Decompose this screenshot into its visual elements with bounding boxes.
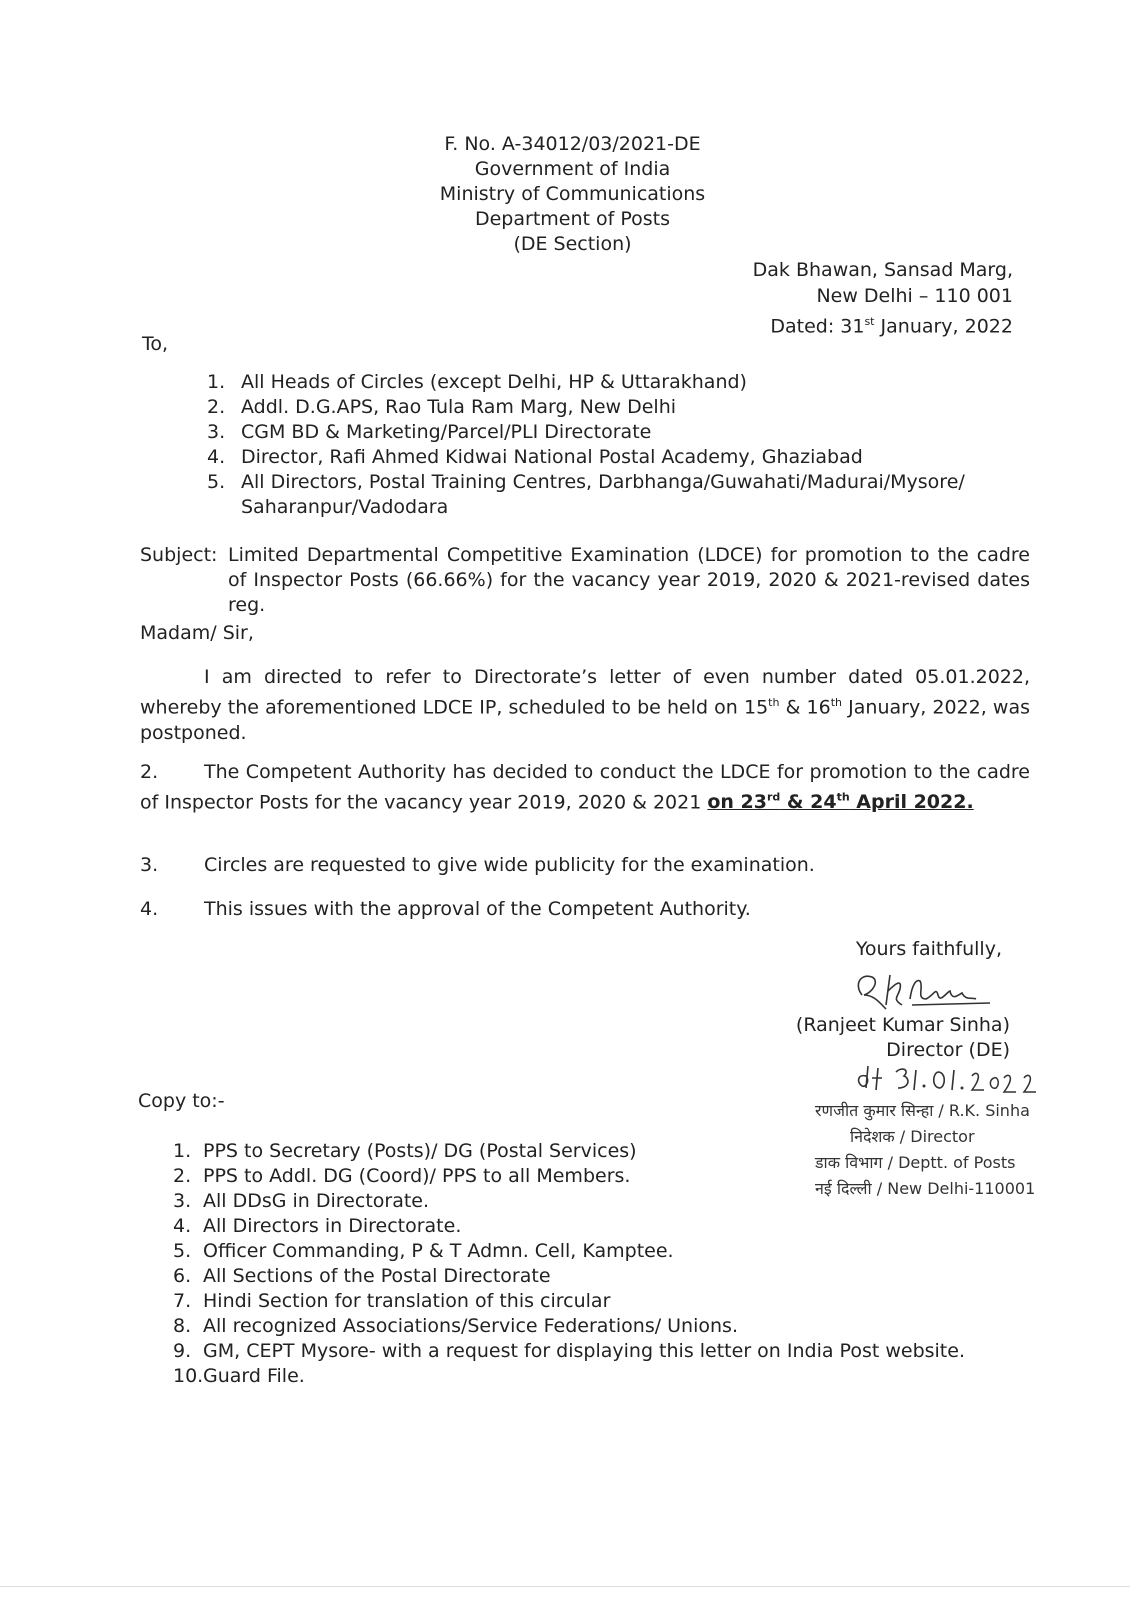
item-text: All Sections of the Postal Directorate <box>203 1265 551 1287</box>
para-number: 2. <box>140 761 159 783</box>
paragraph-3 <box>140 852 1030 878</box>
sender-address <box>753 257 1013 339</box>
item-number: 4. <box>207 446 226 468</box>
subject-label: Subject: <box>140 544 218 566</box>
date-suffix: January, 2022 <box>874 315 1013 338</box>
date-sup-1: rd <box>767 791 781 804</box>
para1-text-c: January, 2022, was postponed. <box>140 696 1030 745</box>
item-text: CGM BD & Marketing/Parcel/PLI Directorate <box>241 421 652 443</box>
item-text: All Directors, Postal Training Centres, Darbhanga/Guwahati/Madurai/Mysore/ Saharanpur/Vadodara <box>241 471 965 518</box>
item-text: All DDsG in Directorate. <box>203 1190 430 1212</box>
paragraph-4 <box>140 896 1030 922</box>
item-text: All recognized Associations/Service Federations/ Unions. <box>203 1315 738 1337</box>
item-number: 2. <box>173 1165 192 1187</box>
date-prefix: Dated: 31 <box>770 315 865 338</box>
list-item <box>173 1314 1033 1339</box>
salutation: Madam/ Sir, <box>140 622 254 644</box>
para1-sup-2: th <box>830 696 843 709</box>
stamp-line-2: निदेशक / Director <box>850 1127 975 1146</box>
signatory-block <box>796 1013 1010 1063</box>
list-item <box>207 395 1037 420</box>
letter-date <box>753 309 1013 339</box>
para-number: 3. <box>140 854 159 876</box>
date-sup-2: th <box>836 791 850 804</box>
list-item <box>173 1189 1033 1214</box>
stamp-line-1: रणजीत कुमार सिन्हा / R.K. Sinha <box>815 1101 1030 1120</box>
item-number: 1. <box>207 371 226 393</box>
list-item <box>173 1164 1033 1189</box>
list-item <box>173 1214 1033 1239</box>
item-number: 4. <box>173 1215 192 1237</box>
page-edge-line <box>0 1586 1130 1587</box>
item-number: 8. <box>173 1315 192 1337</box>
para3-text: Circles are requested to give wide publicity for the examination. <box>204 854 815 876</box>
recipient-list <box>207 370 1037 520</box>
para1-sup-1: th <box>768 696 780 709</box>
item-text: Guard File. <box>203 1365 305 1387</box>
item-text: All Directors in Directorate. <box>203 1215 462 1237</box>
list-item <box>207 470 1037 520</box>
subject-text: Limited Departmental Competitive Examination (LDCE) for promotion to the cadre of Inspector Posts (66.66%) for the vacancy year 2019, 2020 & 2021-revised dates reg. <box>228 544 1030 616</box>
ministry-line: Ministry of Communications <box>439 183 706 205</box>
item-text: Hindi Section for translation of this circular <box>203 1290 611 1312</box>
para4-text: This issues with the approval of the Competent Authority. <box>204 898 751 920</box>
list-item <box>207 420 1037 445</box>
item-number: 6. <box>173 1265 192 1287</box>
copy-to-label: Copy to:- <box>138 1090 225 1112</box>
item-text: PPS to Secretary (Posts)/ DG (Postal Services) <box>203 1140 637 1162</box>
exam-dates <box>707 791 973 813</box>
list-item <box>173 1289 1033 1314</box>
closing: Yours faithfully, <box>855 938 1002 960</box>
item-text: Addl. D.G.APS, Rao Tula Ram Marg, New Delhi <box>241 396 677 418</box>
signature-image <box>850 965 1010 1015</box>
item-number: 5. <box>173 1240 192 1262</box>
list-item <box>207 370 1037 395</box>
section-line: (DE Section) <box>513 233 632 255</box>
date-text-a: on 23 <box>707 791 767 814</box>
date-text-b: & 24 <box>780 791 837 814</box>
item-number: 3. <box>173 1190 192 1212</box>
stamp-line-4: नई दिल्ली / New Delhi-110001 <box>815 1179 1036 1198</box>
item-number: 5. <box>207 471 226 493</box>
govt-line: Government of India <box>474 158 671 180</box>
list-item <box>173 1339 1033 1364</box>
para-number: 4. <box>140 898 159 920</box>
item-text: Director, Rafi Ahmed Kidwai National Postal Academy, Ghaziabad <box>241 446 863 468</box>
list-item <box>173 1264 1033 1289</box>
item-text: GM, CEPT Mysore- with a request for displaying this letter on India Post website. <box>203 1340 965 1362</box>
signatory-designation: Director (DE) <box>886 1039 1010 1061</box>
signatory-name: (Ranjeet Kumar Sinha) <box>795 1014 1010 1036</box>
handwritten-date <box>850 1058 1050 1098</box>
list-item <box>173 1364 1033 1389</box>
list-item <box>173 1239 1033 1264</box>
copy-list <box>173 1139 1033 1389</box>
to-label: To, <box>142 333 169 355</box>
item-number: 1. <box>173 1140 192 1162</box>
list-item <box>173 1139 1033 1164</box>
list-item <box>207 445 1037 470</box>
letter-header <box>0 132 1130 257</box>
stamp-line-3: डाक विभाग / Deptt. of Posts <box>815 1153 1016 1172</box>
address-line-2: New Delhi – 110 001 <box>816 285 1013 307</box>
item-number: 10. <box>173 1365 204 1387</box>
department-line: Department of Posts <box>474 208 671 230</box>
item-text: PPS to Addl. DG (Coord)/ PPS to all Members. <box>203 1165 631 1187</box>
item-text: All Heads of Circles (except Delhi, HP & Uttarakhand) <box>241 371 747 393</box>
paragraph-1 <box>140 664 1030 746</box>
paragraph-2 <box>140 759 1030 815</box>
file-number: F. No. A-34012/03/2021-DE <box>444 133 701 155</box>
date-text-c: April 2022. <box>849 791 974 814</box>
item-number: 3. <box>207 421 226 443</box>
item-text: Officer Commanding, P & T Admn. Cell, Kamptee. <box>203 1240 674 1262</box>
item-number: 7. <box>173 1290 192 1312</box>
para2-text: The Competent Authority has decided to conduct the LDCE for promotion to the cadre of Inspector Posts for the vacancy year 2019, 2020 & 2021 <box>140 761 1030 814</box>
item-number: 9. <box>173 1340 192 1362</box>
address-line-1: Dak Bhawan, Sansad Marg, <box>752 259 1013 281</box>
para1-text-b: & 16 <box>779 696 831 719</box>
subject-block <box>140 543 1030 618</box>
para1-text-a: I am directed to refer to Directorate’s letter of even number dated 05.01.2022, whereby the aforementioned LDCE IP, scheduled to be held on 15 <box>140 666 1030 719</box>
date-sup: st <box>864 315 875 328</box>
item-number: 2. <box>207 396 226 418</box>
